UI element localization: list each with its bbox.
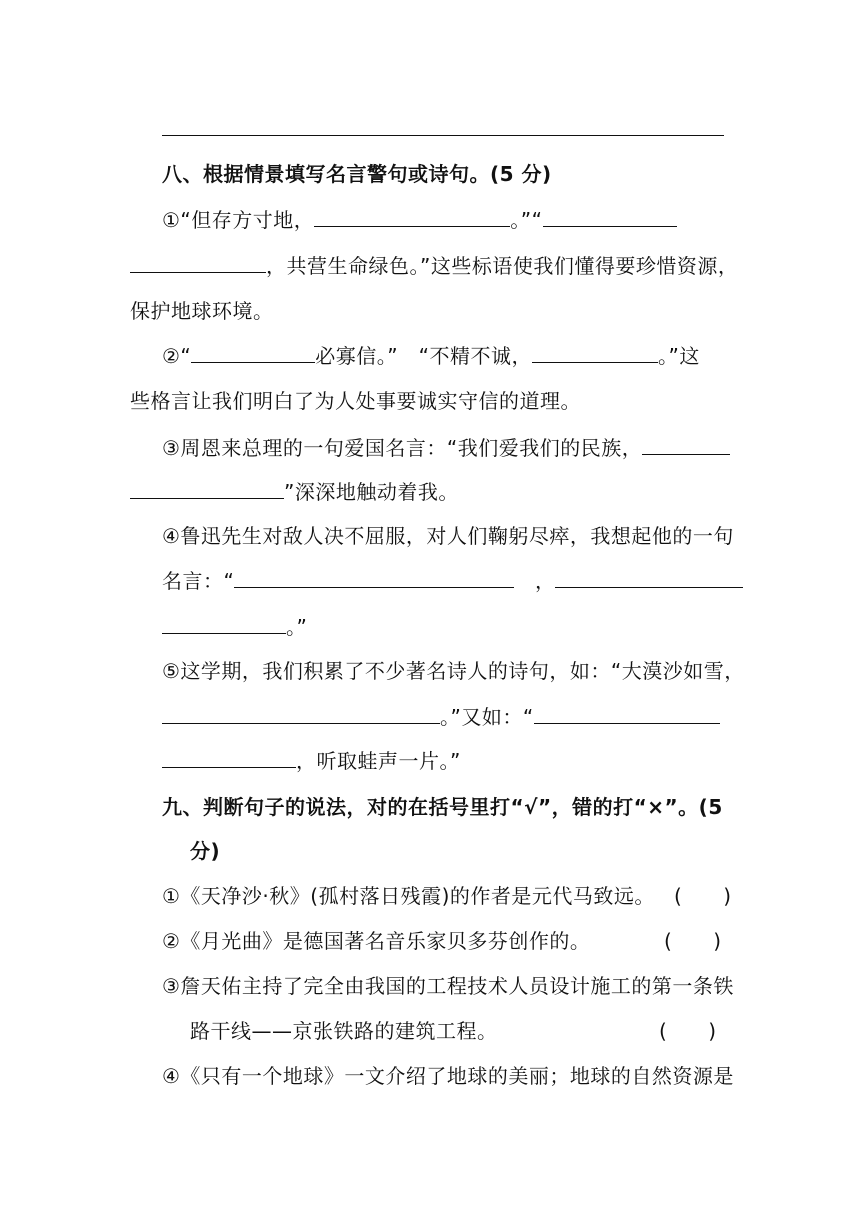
q8-2-line1	[162, 343, 700, 369]
section-9-title-cont: 分)	[190, 839, 221, 863]
q8-1-text-c: ，共营生命绿色。”这些标语使我们懂得要珍惜资源，	[266, 254, 739, 278]
q8-4-blank-1[interactable]	[234, 568, 514, 588]
q8-2-text-c: 。”这	[658, 344, 700, 368]
q9-1-answer-box[interactable]: ( )	[674, 884, 732, 908]
q8-4-text-d: 。”	[286, 615, 308, 639]
q8-5-line1: ⑤这学期，我们积累了不少著名诗人的诗句，如：“大漠沙如雪，	[162, 659, 745, 683]
q8-5-blank-3[interactable]	[162, 748, 296, 768]
q8-3-text-a: ③周恩来总理的一句爱国名言：“我们爱我们的民族，	[162, 436, 643, 460]
q8-1-line1	[162, 207, 677, 233]
q9-2: ②《月光曲》是德国著名音乐家贝多芬创作的。	[162, 929, 591, 953]
q8-4-blank-3[interactable]	[162, 614, 286, 634]
q9-4-line1: ④《只有一个地球》一文介绍了地球的美丽；地球的自然资源是	[162, 1064, 734, 1088]
q8-5-text-b: 。”又如：“	[440, 705, 534, 729]
q8-4-text-b: 名言：“	[162, 569, 235, 593]
q9-3-line1: ③詹天佑主持了完全由我国的工程技术人员设计施工的第一条铁	[162, 974, 734, 998]
q9-1: ①《天净沙·秋》(孤村落日残霞)的作者是元代马致远。	[162, 884, 655, 908]
q8-1-line3: 保护地球环境。	[130, 299, 274, 323]
q8-1-blank-3[interactable]	[130, 253, 266, 273]
q8-4-line1: ④鲁迅先生对敌人决不屈服，对人们鞠躬尽瘁，我想起他的一句	[162, 524, 734, 548]
q8-1-blank-1[interactable]	[314, 207, 510, 227]
q8-4-line3	[162, 614, 307, 640]
q8-3-line2	[130, 479, 459, 505]
q8-2-text-a: ②“	[162, 344, 192, 368]
q8-5-blank-2[interactable]	[534, 704, 720, 724]
q8-1-text-b: 。”“	[510, 208, 543, 232]
q8-5-blank-1[interactable]	[162, 704, 440, 724]
q8-2-line2: 些格言让我们明白了为人处事要诚实守信的道理。	[130, 389, 581, 413]
q8-4-blank-2[interactable]	[555, 568, 743, 588]
q8-1-blank-2[interactable]	[543, 207, 677, 227]
q8-5-line3	[162, 748, 461, 774]
q8-1-line2	[130, 253, 738, 279]
q9-3-line2: 路干线——京张铁路的建筑工程。	[190, 1019, 498, 1043]
section-8-title: 八、根据情景填写名言警句或诗句。(5 分)	[162, 162, 552, 186]
q8-4-line2	[162, 568, 743, 594]
q8-5-text-c: ，听取蛙声一片。”	[296, 749, 461, 773]
q8-5-line2	[162, 704, 720, 730]
q8-4-text-c: ，	[534, 569, 556, 593]
q8-2-blank-1[interactable]	[191, 343, 315, 363]
q8-2-blank-2[interactable]	[532, 343, 658, 363]
q8-1-text-a: ①“但存方寸地，	[162, 208, 315, 232]
q9-3-answer-box[interactable]: ( )	[659, 1019, 717, 1043]
q8-3-line1	[162, 435, 730, 461]
q8-3-blank-1[interactable]	[642, 435, 730, 455]
answer-line	[162, 135, 724, 136]
q9-2-answer-box[interactable]: ( )	[664, 929, 722, 953]
q8-2-text-b: 必寡信。” “不精不诚，	[315, 344, 533, 368]
q8-3-text-b: ”深深地触动着我。	[284, 480, 459, 504]
q8-3-blank-2[interactable]	[130, 479, 284, 499]
section-9-title: 九、判断句子的说法，对的在括号里打“√”，错的打“×”。(5	[162, 795, 723, 819]
